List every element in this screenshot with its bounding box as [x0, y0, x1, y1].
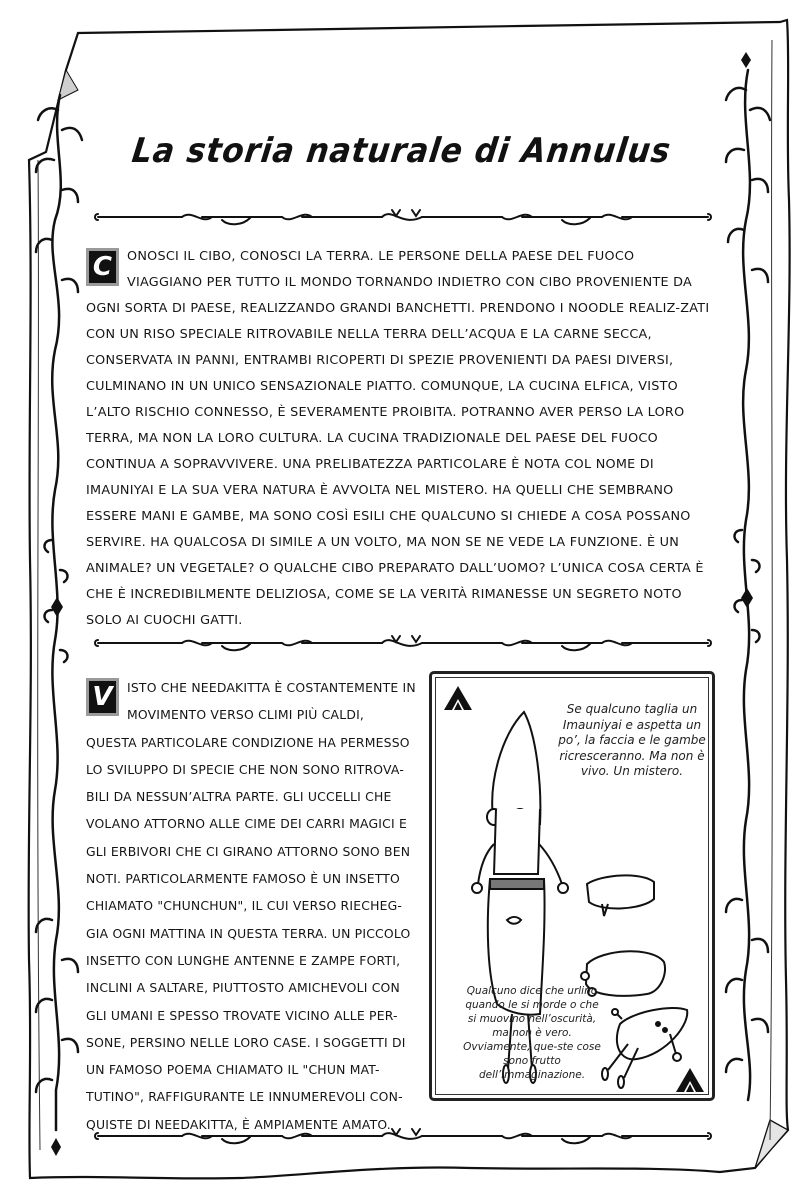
section-body-text: ISTO CHE NEEDAKITTA È COSTANTEMENTE IN MOVIMENTO VERSO CLIMI PIÙ CALDI, QUESTA PARTICOLARE CONDIZIONE HA PERMESSO LO SVILUPPO DI SPECIE CHE NON SONO RITROVA-BILI DA NESSUN’ALTRA PARTE. GLI UCCELLI CHE VOLANO ATTORNO ALLE CIME DEI CARRI MAGICI E GLI ERBIVORI CHE CI GIRANO ATTORNO SONO BEN NOTI. PARTICOLARMENTE FAMOSO È UN INSETTO CHIAMATO "CHUNCHUN", IL CUI VERSO RIECHEG-GIA OGNI MATTINA IN QUESTA TERRA. UN PICCOLO INSETTO CON LUNGHE ANTENNE E ZAMPE FORTI, INCLINI A SALTARE, PIUTTOSTO AMICHEVOLI CON GLI UMANI E SPESSO TROVATE VICINO ALLE PER-SONE, PERSINO NELLE LORO CASE. I SOGGETTI DI UN FAMOSO POEMA CHIAMATO IL "CHUN MAT-TUTINO", RAFFIGURANTE LE INNUMEREVOLI CON-QUISTE DI NEEDAKITTA, È AMPIAMENTE AMATO. — [86, 680, 416, 1132]
caption-top: Se qualcuno taglia un Imauniyai e aspetta un po’, la faccia e le gambe ricresceranno. Ma non è vivo. Un mistero. — [558, 702, 706, 778]
drop-cap: V — [86, 678, 119, 716]
drop-cap: C — [86, 248, 119, 286]
ornamental-divider-icon — [92, 206, 714, 228]
imauniyai-illustration-card — [429, 671, 715, 1101]
page-title: La storia naturale di Annulus — [129, 130, 674, 171]
section-body-text: ONOSCI IL CIBO, CONOSCI LA TERRA. LE PERSONE DELLA PAESE DEL FUOCO VIAGGIANO PER TUTTO IL MONDO TORNANDO INDIETRO CON CIBO PROVENIENTE DA OGNI SORTA DI PAESE, REALIZZANDO GRANDI BANCHETTI. PRENDONO I NOODLE REALIZ-ZATI CON UN RISO SPECIALE RITROVABILE NELLA TERRA DELL’ACQUA E LA CARNE SECCA, CONSERVATA IN PANNI, ENTRAMBI RICOPERTI DI SPEZIE PROVENIENTI DA PAESI DIVERSI, CULMINANO IN UN UNICO SENSAZIONALE PIATTO. COMUNQUE, LA CUCINA ELFICA, VISTO L’ALTO RISCHIO CONNESSO, È SEVERAMENTE PROIBITA. POTRANNO AVER PERSO LA LORO TERRA, MA NON LA LORO CULTURA. LA CUCINA TRADIZIONALE DEL PAESE DEL FUOCO CONTINUA A SOPRAVVIVERE. UNA PRELIBATEZZA PARTICOLARE È NOTA COL NOME DI IMAUNIYAI E LA SUA VERA NATURA È AVVOLTA NEL MISTERO. HA QUELLI CHE SEMBRANO ESSERE MANI E GAMBE, MA SONO COSÌ ESILI CHE QUALCUNO SI CHIEDE A COSA POSSANO SERVIRE. HA QUALCOSA DI SIMILE A UN VOLTO, MA NON SE NE VEDE LA FUNZIONE. È UN ANIMALE? UN VEGETALE? O QUALCHE CIBO PREPARATO DALL’UOMO? L’UNICA COSA CERTA È CHE È INCREDIBILMENTE DELIZIOSA, COME SE LA VERITÀ RIMANESSE UN SEGRETO NOTO SOLO AI CUOCHI GATTI. — [86, 249, 710, 628]
ornamental-divider-icon — [92, 632, 714, 654]
section-cucina — [86, 244, 711, 634]
section-fauna — [86, 674, 416, 1138]
caption-bottom: Qualcuno dice che urlino quando le si morde o che si muovino nell’oscurità, ma non è vero. Ovviamente, que-ste cose sono frutto dell’immaginazione. — [463, 985, 601, 1081]
